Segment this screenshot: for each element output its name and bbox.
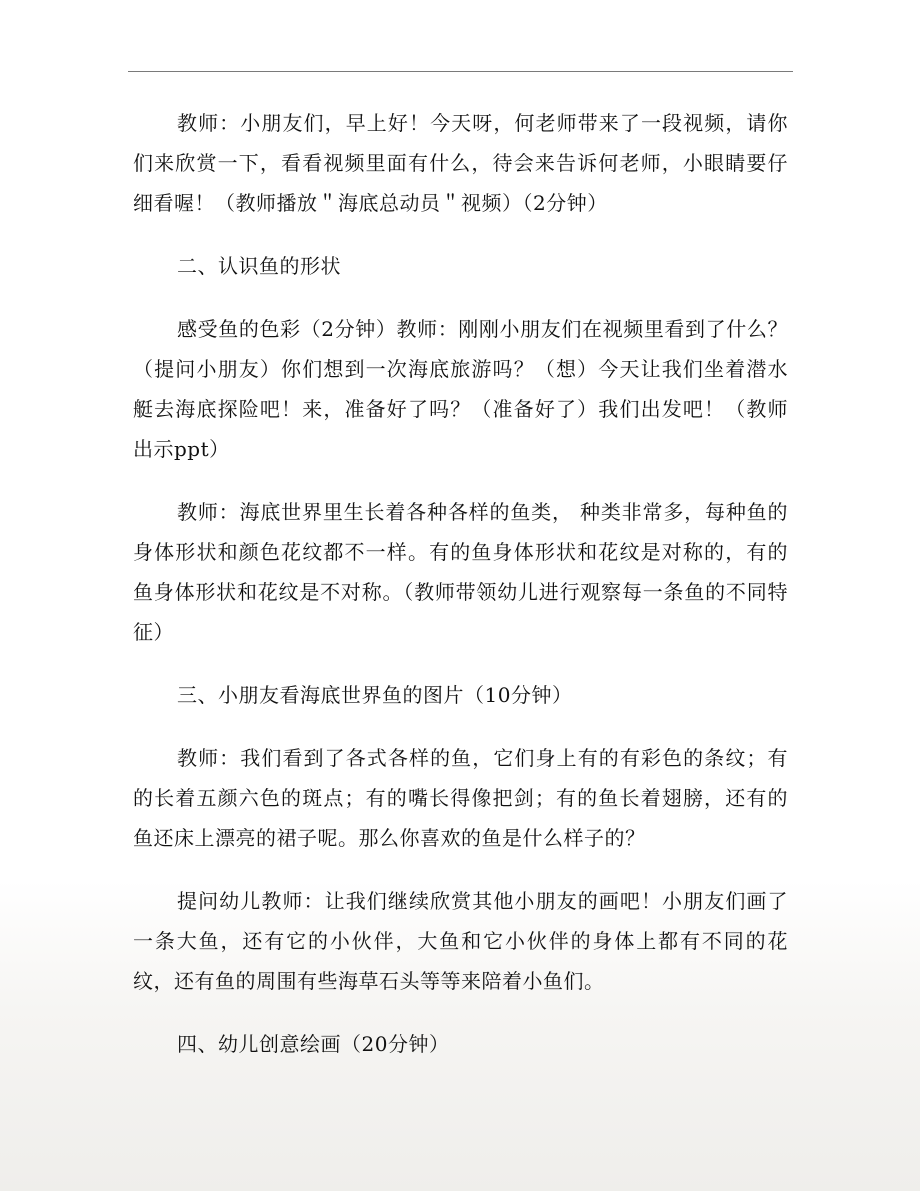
section-heading-4: 四、幼儿创意绘画（20分钟）	[177, 1032, 450, 1056]
header-rule	[128, 71, 793, 72]
paragraph-fish-types: 教师：海底世界里生长着各种各样的鱼类， 种类非常多，每种鱼的身体形状和颜色花纹都不一样。有的鱼身体形状和花纹是对称的，有的鱼身体形状和花纹是不对称。（教师带领幼儿进行观察每一条鱼的不同特征）	[133, 500, 788, 644]
document-body	[133, 103, 788, 1064]
section-heading-3: 三、小朋友看海底世界鱼的图片（10分钟）	[177, 683, 573, 707]
paragraph-fish-features: 教师：我们看到了各式各样的鱼，它们身上有的有彩色的条纹；有的长着五颜六色的斑点；有的嘴长得像把剑；有的鱼长着翅膀，还有的鱼还床上漂亮的裙子呢。那么你喜欢的鱼是什么样子的？	[133, 746, 788, 850]
section-heading-2: 二、认识鱼的形状	[177, 254, 341, 278]
paragraph-questions: 提问幼儿教师：让我们继续欣赏其他小朋友的画吧！小朋友们画了一条大鱼，还有它的小伙伴，大鱼和它小伙伴的身体上都有不同的花纹，还有鱼的周围有些海草石头等等来陪着小鱼们。	[133, 889, 788, 993]
paragraph-colors: 感受鱼的色彩（2分钟）教师：刚刚小朋友们在视频里看到了什么？（提问小朋友）你们想到一次海底旅游吗？（想）今天让我们坐着潜水艇去海底探险吧！来，准备好了吗？（准备好了）我们出发吧！（教师出示ppt）	[133, 317, 788, 461]
paragraph-intro: 教师：小朋友们，早上好！今天呀，何老师带来了一段视频，请你们来欣赏一下，看看视频里面有什么，待会来告诉何老师，小眼睛要仔细看喔！（教师播放＂海底总动员＂视频）（2分钟）	[133, 111, 788, 215]
